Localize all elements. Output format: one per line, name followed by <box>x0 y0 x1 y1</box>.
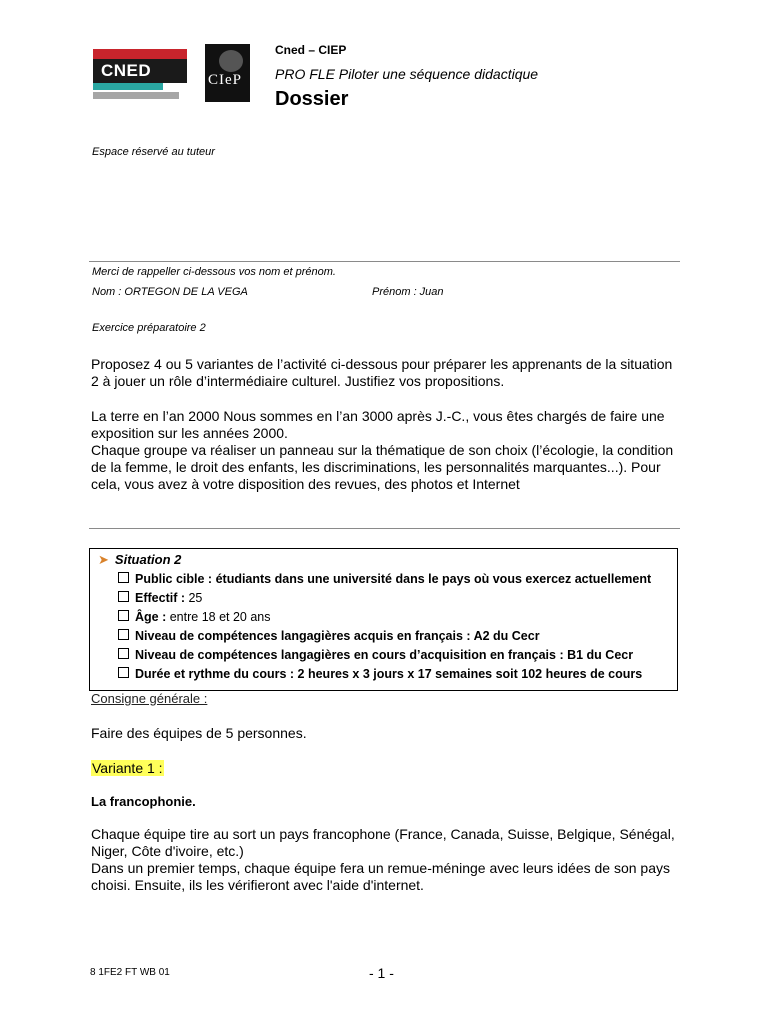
situation-box <box>89 548 678 691</box>
situation-item-label: Niveau de compétences langagières en cours d’acquisition en français : <box>135 648 568 662</box>
situation-item <box>118 591 202 605</box>
teams-text: Faire des équipes de 5 personnes. <box>91 725 307 741</box>
situation-item <box>118 629 540 643</box>
checkbox-icon <box>118 667 129 678</box>
activity-line-1: La terre en l’an 2000 Nous sommes en l’an 3000 après J.-C., vous êtes chargés de faire une exposition sur les années 2000. <box>91 408 665 441</box>
cned-logo-text: CNED <box>101 61 152 80</box>
tutor-space-label: Espace réservé au tuteur <box>92 146 215 158</box>
situation-item <box>118 610 271 624</box>
checkbox-icon <box>118 591 129 602</box>
situation-item-value: B1 du Cecr <box>567 648 634 662</box>
situation-item-value: A2 du Cecr <box>473 629 540 643</box>
ciep-logo <box>205 44 250 102</box>
situation-title <box>98 552 181 568</box>
cned-logo-grey-bar <box>93 92 179 99</box>
cned-logo-teal-bar <box>93 83 163 90</box>
variant-topic: La francophonie. <box>91 794 196 809</box>
divider <box>89 261 680 262</box>
situation-item-value: 25 <box>188 591 203 605</box>
situation-item <box>118 667 642 681</box>
situation-item-label: Effectif : <box>135 591 189 605</box>
checkbox-icon <box>118 629 129 640</box>
variant-label: Variante 1 : <box>92 760 163 776</box>
variant-line-1: Chaque équipe tire au sort un pays francophone (France, Canada, Suisse, Belgique, Sénégal, Niger, Côte d'ivoire, etc.) <box>91 826 675 859</box>
situation-item-value: 2 heures x 3 jours x 17 semaines soit 102 heures de cours <box>297 667 643 681</box>
page-number: - 1 - <box>369 965 394 981</box>
situation-item-label: Public cible : <box>135 572 216 586</box>
page-title: Dossier <box>275 88 349 110</box>
situation-item-label: Durée et rythme du cours : <box>135 667 298 681</box>
situation-item-label: Âge : <box>135 610 170 624</box>
checkbox-icon <box>118 610 129 621</box>
course-title: PRO FLE Piloter une séquence didactique <box>275 66 539 82</box>
variant-description <box>91 826 676 894</box>
activity-line-2: Chaque groupe va réaliser un panneau sur la thématique de son choix (l’écologie, la condition de la femme, le droit des enfants, les discriminations, les personnalités marquantes...). Pour cela, vous avez à votre disposition des revues, des photos et Internet <box>91 442 674 492</box>
globe-icon <box>219 50 243 72</box>
organization-name: Cned – CIEP <box>275 43 347 57</box>
divider <box>89 528 680 529</box>
checkbox-icon <box>118 572 129 583</box>
ciep-logo-text: CIeP <box>208 72 242 88</box>
cned-logo <box>93 49 187 101</box>
situation-item-value: étudiants dans une université dans le pays où vous exercez actuellement <box>215 572 652 586</box>
situation-item-label: Niveau de compétences langagières acquis en français : <box>135 629 474 643</box>
situation-item-value: entre 18 et 20 ans <box>169 610 271 624</box>
instructions-text: Proposez 4 ou 5 variantes de l’activité ci-dessous pour préparer les apprenants de la situation 2 à jouer un rôle d’intermédiaire culturel. Justifiez vos propositions. <box>91 356 673 389</box>
variant-line-2: Dans un premier temps, chaque équipe fera un remue-méninge avec leurs idées de son pays choisi. Ensuite, ils les vérifieront avec l'aide d'internet. <box>91 860 670 893</box>
situation-item <box>118 572 651 586</box>
student-first-name: Prénom : Juan <box>372 286 444 298</box>
document-code: 8 1FE2 FT WB 01 <box>90 967 170 978</box>
situation-item <box>118 648 633 662</box>
arrow-bullet-icon: ➤ <box>98 552 109 567</box>
activity-description <box>91 408 676 493</box>
checkbox-icon <box>118 648 129 659</box>
name-reminder: Merci de rappeller ci-dessous vos nom et prénom. <box>92 266 336 278</box>
general-instruction-heading: Consigne générale : <box>91 691 208 706</box>
student-last-name: Nom : ORTEGON DE LA VEGA <box>92 286 248 298</box>
exercise-title: Exercice préparatoire 2 <box>92 322 206 334</box>
cned-logo-red-bar <box>93 49 187 59</box>
situation-title-text: Situation 2 <box>114 552 182 567</box>
